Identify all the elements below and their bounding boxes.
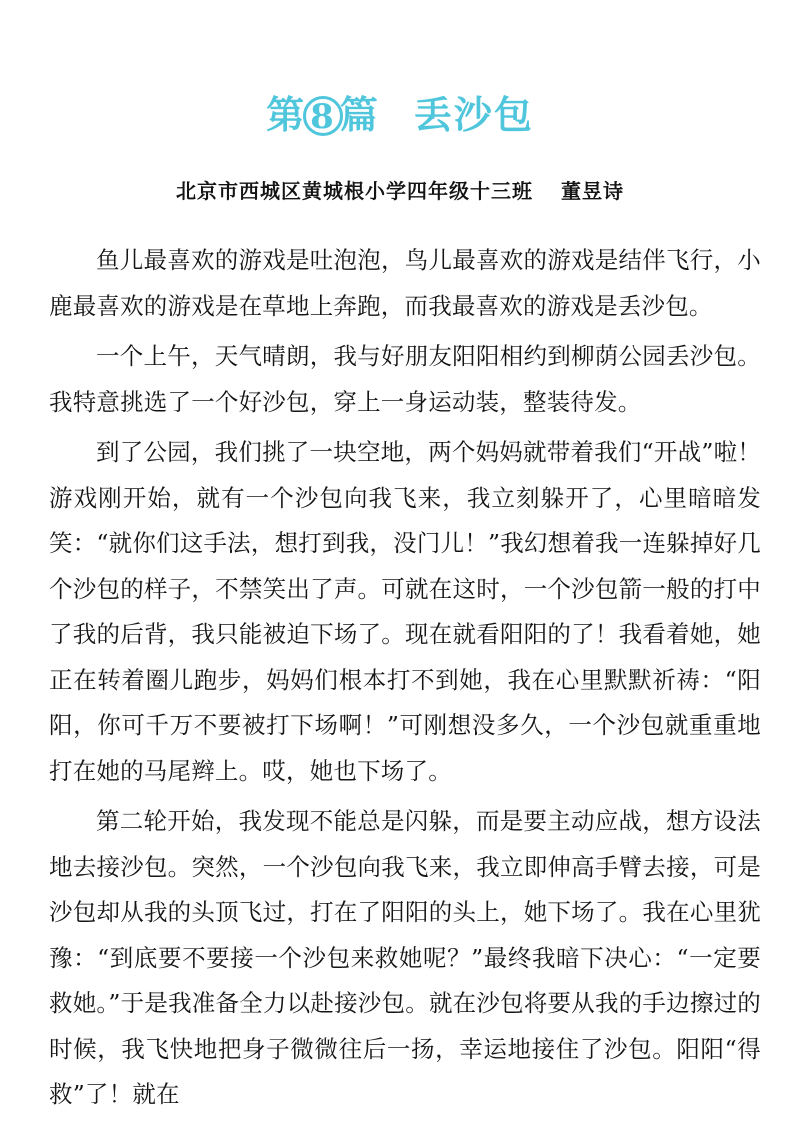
paragraph-3: 到了公园，我们挑了一块空地，两个妈妈就带着我们“开战”啦！游戏刚开始，就有一个沙包向我飞来，我立刻躲开了，心里暗暗发笑：“就你们这手法，想打到我，没门儿！”我幻想着我一连躲掉好几个沙包的样子，不禁笑出了声。可就在这时，一个沙包箭一般的打中了我的后背，我只能被迫下场了。现在就看阳阳的了！我看着她，她正在转着圈儿跑步，妈妈们根本打不到她，我在心里默默祈祷：“阳阳，你可千万不要被打下场啊！”可刚想没多久，一个沙包就重重地打在她的马尾辫上。哎，她也下场了。 — [49, 438, 761, 785]
article-number: 8 — [310, 97, 336, 137]
article-name: 丢沙包 — [413, 93, 534, 137]
article-body — [49, 238, 761, 1123]
paragraph-1: 鱼儿最喜欢的游戏是吐泡泡，鸟儿最喜欢的游戏是结伴飞行，小鹿最喜欢的游戏是在草地上奔跑，而我最喜欢的游戏是丢沙包。 — [49, 246, 761, 320]
title-suffix: 篇 — [339, 93, 380, 137]
paragraph-2: 一个上午，天气晴朗，我与好朋友阳阳相约到柳荫公园丢沙包。我特意挑选了一个好沙包，穿上一身运动装，整装待发。 — [49, 342, 761, 416]
article-title — [0, 90, 800, 142]
article-number-badge — [310, 90, 336, 142]
author-name: 董昱诗 — [561, 179, 624, 203]
paragraph-4: 第二轮开始，我发现不能总是闪躲，而是要主动应战，想方设法地去接沙包。突然，一个沙包向我飞来，我立即伸高手臂去接，可是沙包却从我的头顶飞过，打在了阳阳的头上，她下场了。我在心里犹豫：“到底要不要接一个沙包来救她呢？”最终我暗下决心：“一定要救她。”于是我准备全力以赴接沙包。就在沙包将要从我的手边擦过的时候，我飞快地把身子微微往后一扬，幸运地接住了沙包。阳阳“得救”了！就在 — [49, 807, 761, 1108]
byline — [0, 176, 800, 206]
school-name: 北京市西城区黄城根小学四年级十三班 — [176, 179, 533, 203]
title-prefix: 第 — [266, 93, 307, 137]
